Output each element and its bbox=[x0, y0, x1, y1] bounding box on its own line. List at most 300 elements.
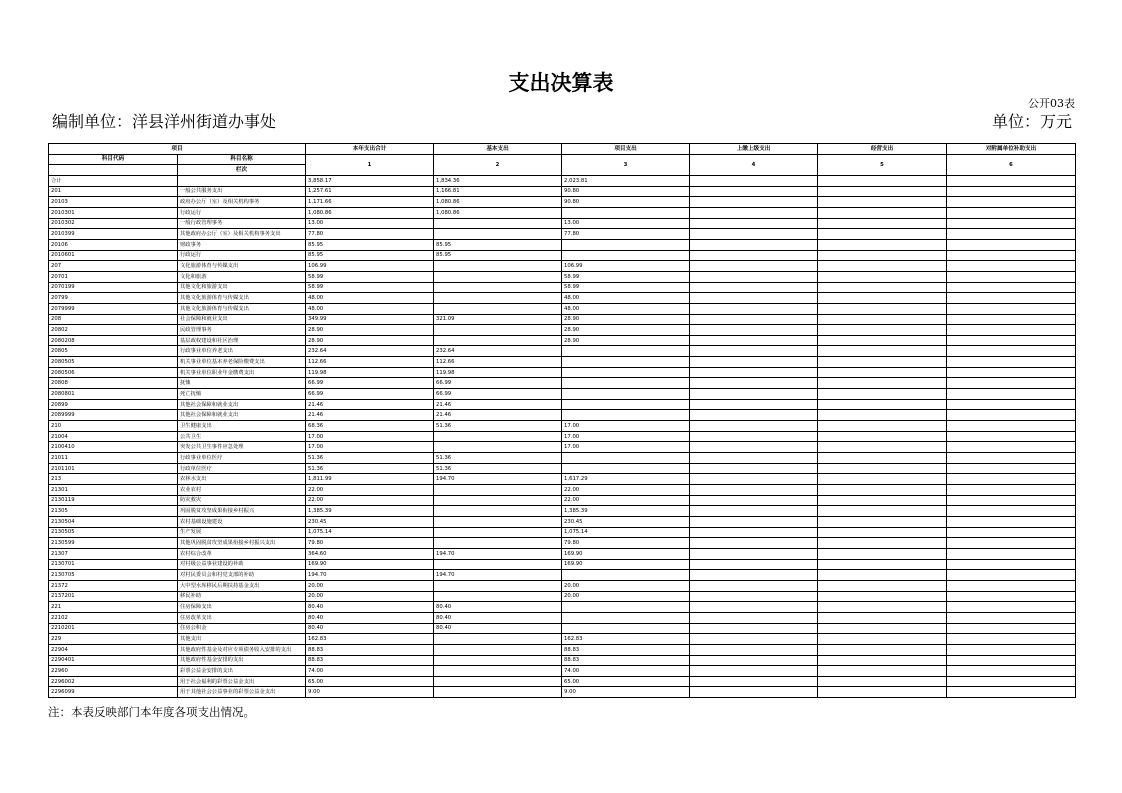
table-row bbox=[49, 239, 1076, 250]
cell-business-expenditure bbox=[818, 570, 947, 581]
cell-project-expenditure: 13.00 bbox=[562, 218, 690, 229]
cell-project-expenditure bbox=[562, 207, 690, 218]
cell-business-expenditure bbox=[818, 218, 947, 229]
cell-total-expenditure: 58.99 bbox=[306, 271, 434, 282]
table-row bbox=[49, 197, 1076, 208]
cell-subject-name: 农业农村 bbox=[178, 485, 306, 496]
cell-business-expenditure bbox=[818, 325, 947, 336]
cell-total-expenditure: 17.00 bbox=[306, 442, 434, 453]
cell-subject-code: 20802 bbox=[49, 325, 178, 336]
cell-subject-name: 其他政府性基金及对应专项债务收入安排的支出 bbox=[178, 644, 306, 655]
cell-project-expenditure: 1,617.29 bbox=[562, 474, 690, 485]
cell-subject-name: 突发公共卫生事件应急处理 bbox=[178, 442, 306, 453]
cell-basic-expenditure: 112.66 bbox=[434, 357, 562, 368]
cell-basic-expenditure bbox=[434, 516, 562, 527]
cell-subsidy-expenditure bbox=[947, 271, 1076, 282]
cell-subject-name: 抚恤 bbox=[178, 378, 306, 389]
cell-subsidy-expenditure bbox=[947, 591, 1076, 602]
cell-subject-code: 2080505 bbox=[49, 357, 178, 368]
cell-subsidy-expenditure bbox=[947, 335, 1076, 346]
cell-total-expenditure: 20.00 bbox=[306, 591, 434, 602]
cell-remit-expenditure bbox=[690, 676, 818, 687]
cell-remit-expenditure bbox=[690, 580, 818, 591]
cell-subject-name: 用于其他社会公益事业的彩票公益金支出 bbox=[178, 687, 306, 698]
cell-subsidy-expenditure bbox=[947, 175, 1076, 186]
table-row bbox=[49, 346, 1076, 357]
table-row bbox=[49, 612, 1076, 623]
cell-remit-expenditure bbox=[690, 250, 818, 261]
cell-subject-code: 2296002 bbox=[49, 676, 178, 687]
cell-remit-expenditure bbox=[690, 612, 818, 623]
cell-project-expenditure: 74.00 bbox=[562, 666, 690, 677]
header-row-titles bbox=[49, 144, 1076, 155]
cell-basic-expenditure bbox=[434, 559, 562, 570]
table-body bbox=[49, 175, 1076, 697]
cell-basic-expenditure bbox=[434, 655, 562, 666]
cell-subject-code: 229 bbox=[49, 634, 178, 645]
cell-remit-expenditure bbox=[690, 644, 818, 655]
cell-basic-expenditure: 1,834.36 bbox=[434, 175, 562, 186]
cell-total-expenditure: 85.95 bbox=[306, 239, 434, 250]
cell-subject-name: 文化旅游体育与传媒支出 bbox=[178, 261, 306, 272]
cell-business-expenditure bbox=[818, 495, 947, 506]
cell-subsidy-expenditure bbox=[947, 410, 1076, 421]
cell-business-expenditure bbox=[818, 623, 947, 634]
cell-remit-expenditure bbox=[690, 516, 818, 527]
cell-project-expenditure: 162.83 bbox=[562, 634, 690, 645]
header-item: 项目 bbox=[49, 144, 306, 155]
table-row bbox=[49, 666, 1076, 677]
cell-remit-expenditure bbox=[690, 538, 818, 549]
cell-basic-expenditure bbox=[434, 538, 562, 549]
cell-project-expenditure: 48.00 bbox=[562, 303, 690, 314]
cell-subject-code: 2101101 bbox=[49, 463, 178, 474]
cell-subject-code: 20799 bbox=[49, 293, 178, 304]
cell-remit-expenditure bbox=[690, 655, 818, 666]
cell-subsidy-expenditure bbox=[947, 548, 1076, 559]
cell-total-expenditure: 1,385.39 bbox=[306, 506, 434, 517]
cell-subject-name: 行政事业单位医疗 bbox=[178, 453, 306, 464]
cell-project-expenditure: 230.45 bbox=[562, 516, 690, 527]
cell-total-expenditure: 80.40 bbox=[306, 612, 434, 623]
cell-subject-name: 彩票公益金安排的支出 bbox=[178, 666, 306, 677]
cell-subject-code: 20805 bbox=[49, 346, 178, 357]
cell-total-expenditure: 77.80 bbox=[306, 229, 434, 240]
cell-subject-name: 卫生健康支出 bbox=[178, 421, 306, 432]
cell-subject-code: 21301 bbox=[49, 485, 178, 496]
cell-subject-name bbox=[178, 175, 306, 186]
cell-subject-code: 2290401 bbox=[49, 655, 178, 666]
cell-subsidy-expenditure bbox=[947, 655, 1076, 666]
cell-subject-code: 2010301 bbox=[49, 207, 178, 218]
cell-total-expenditure: 51.36 bbox=[306, 453, 434, 464]
cell-subject-name: 死亡抚恤 bbox=[178, 389, 306, 400]
cell-subject-code: 21372 bbox=[49, 580, 178, 591]
cell-subject-code: 2080208 bbox=[49, 335, 178, 346]
cell-project-expenditure: 58.99 bbox=[562, 282, 690, 293]
table-row bbox=[49, 644, 1076, 655]
cell-business-expenditure bbox=[818, 367, 947, 378]
cell-total-expenditure: 21.46 bbox=[306, 410, 434, 421]
table-row bbox=[49, 207, 1076, 218]
cell-total-expenditure: 28.90 bbox=[306, 335, 434, 346]
cell-remit-expenditure bbox=[690, 548, 818, 559]
cell-subject-code: 21305 bbox=[49, 506, 178, 517]
cell-total-expenditure: 1,075.14 bbox=[306, 527, 434, 538]
cell-subsidy-expenditure bbox=[947, 474, 1076, 485]
cell-business-expenditure bbox=[818, 666, 947, 677]
cell-project-expenditure: 1,075.14 bbox=[562, 527, 690, 538]
cell-business-expenditure bbox=[818, 644, 947, 655]
table-row bbox=[49, 570, 1076, 581]
cell-remit-expenditure bbox=[690, 314, 818, 325]
cell-subject-code: 20103 bbox=[49, 197, 178, 208]
cell-total-expenditure: 112.66 bbox=[306, 357, 434, 368]
form-number: 公开03表 bbox=[1028, 97, 1075, 110]
table-row bbox=[49, 485, 1076, 496]
cell-remit-expenditure bbox=[690, 570, 818, 581]
table-row bbox=[49, 282, 1076, 293]
cell-business-expenditure bbox=[818, 175, 947, 186]
cell-project-expenditure: 88.83 bbox=[562, 655, 690, 666]
cell-basic-expenditure bbox=[434, 644, 562, 655]
cell-business-expenditure bbox=[818, 442, 947, 453]
cell-subject-name: 对村级公益事业建设的补助 bbox=[178, 559, 306, 570]
cell-remit-expenditure bbox=[690, 218, 818, 229]
cell-subject-name: 财政事务 bbox=[178, 239, 306, 250]
cell-basic-expenditure: 194.70 bbox=[434, 570, 562, 581]
cell-subject-name: 大中型水库移民后期扶持基金支出 bbox=[178, 580, 306, 591]
cell-subject-name: 农村基础设施建设 bbox=[178, 516, 306, 527]
cell-remit-expenditure bbox=[690, 367, 818, 378]
cell-subsidy-expenditure bbox=[947, 431, 1076, 442]
cell-subsidy-expenditure bbox=[947, 666, 1076, 677]
cell-project-expenditure: 169.90 bbox=[562, 559, 690, 570]
cell-subject-name: 其他社会保障和就业支出 bbox=[178, 410, 306, 421]
cell-subsidy-expenditure bbox=[947, 197, 1076, 208]
cell-business-expenditure bbox=[818, 602, 947, 613]
cell-subsidy-expenditure bbox=[947, 495, 1076, 506]
cell-total-expenditure: 194.70 bbox=[306, 570, 434, 581]
cell-subject-code: 207 bbox=[49, 261, 178, 272]
cell-remit-expenditure bbox=[690, 282, 818, 293]
header-subject-code: 科目代码 bbox=[49, 154, 178, 165]
header-project-expenditure: 项目支出 bbox=[562, 144, 690, 155]
table-row bbox=[49, 389, 1076, 400]
cell-business-expenditure bbox=[818, 548, 947, 559]
cell-subject-code: 2089999 bbox=[49, 410, 178, 421]
table-row bbox=[49, 293, 1076, 304]
cell-project-expenditure: 22.00 bbox=[562, 485, 690, 496]
cell-remit-expenditure bbox=[690, 463, 818, 474]
cell-business-expenditure bbox=[818, 506, 947, 517]
cell-subsidy-expenditure bbox=[947, 559, 1076, 570]
cell-subject-name: 机关事业单位职业年金缴费支出 bbox=[178, 367, 306, 378]
cell-project-expenditure bbox=[562, 378, 690, 389]
cell-basic-expenditure bbox=[434, 442, 562, 453]
cell-subject-code: 2070199 bbox=[49, 282, 178, 293]
cell-business-expenditure bbox=[818, 655, 947, 666]
table-row bbox=[49, 634, 1076, 645]
cell-basic-expenditure: 21.46 bbox=[434, 410, 562, 421]
cell-business-expenditure bbox=[818, 410, 947, 421]
cell-business-expenditure bbox=[818, 687, 947, 698]
header-column-index-label: 栏次 bbox=[178, 165, 306, 176]
cell-total-expenditure: 1,257.61 bbox=[306, 186, 434, 197]
cell-remit-expenditure bbox=[690, 335, 818, 346]
table-row bbox=[49, 559, 1076, 570]
cell-total-expenditure: 88.83 bbox=[306, 644, 434, 655]
column-number-1: 1 bbox=[306, 154, 434, 175]
cell-remit-expenditure bbox=[690, 453, 818, 464]
cell-project-expenditure: 28.90 bbox=[562, 335, 690, 346]
cell-subsidy-expenditure bbox=[947, 357, 1076, 368]
expenditure-table bbox=[48, 143, 1076, 698]
cell-subject-name: 防灾救灾 bbox=[178, 495, 306, 506]
table-row bbox=[49, 431, 1076, 442]
cell-business-expenditure bbox=[818, 634, 947, 645]
cell-subsidy-expenditure bbox=[947, 442, 1076, 453]
table-row bbox=[49, 399, 1076, 410]
cell-business-expenditure bbox=[818, 431, 947, 442]
cell-subject-name: 住房公积金 bbox=[178, 623, 306, 634]
cell-remit-expenditure bbox=[690, 527, 818, 538]
header-basic-expenditure: 基本支出 bbox=[434, 144, 562, 155]
cell-subject-code: 20106 bbox=[49, 239, 178, 250]
cell-basic-expenditure bbox=[434, 431, 562, 442]
cell-subsidy-expenditure bbox=[947, 421, 1076, 432]
cell-basic-expenditure bbox=[434, 676, 562, 687]
cell-subject-name: 其他文化旅游体育与传媒支出 bbox=[178, 303, 306, 314]
cell-subject-code: 2130599 bbox=[49, 538, 178, 549]
cell-project-expenditure: 58.99 bbox=[562, 271, 690, 282]
cell-subsidy-expenditure bbox=[947, 453, 1076, 464]
cell-subsidy-expenditure bbox=[947, 325, 1076, 336]
cell-business-expenditure bbox=[818, 463, 947, 474]
cell-subject-name: 农村综合改革 bbox=[178, 548, 306, 559]
cell-project-expenditure bbox=[562, 239, 690, 250]
cell-subsidy-expenditure bbox=[947, 612, 1076, 623]
table-row bbox=[49, 229, 1076, 240]
cell-subsidy-expenditure bbox=[947, 261, 1076, 272]
cell-business-expenditure bbox=[818, 527, 947, 538]
cell-subject-name: 其他巩固脱贫攻坚成果衔接乡村振兴支出 bbox=[178, 538, 306, 549]
table-row bbox=[49, 580, 1076, 591]
cell-subsidy-expenditure bbox=[947, 516, 1076, 527]
cell-business-expenditure bbox=[818, 293, 947, 304]
page-title: 支出决算表 bbox=[508, 70, 614, 95]
cell-remit-expenditure bbox=[690, 634, 818, 645]
cell-subject-code: 2130701 bbox=[49, 559, 178, 570]
cell-subject-code: 2130504 bbox=[49, 516, 178, 527]
cell-subject-name: 一般公共服务支出 bbox=[178, 186, 306, 197]
cell-subject-name: 基层政权建设和社区治理 bbox=[178, 335, 306, 346]
cell-subject-code: 2210201 bbox=[49, 623, 178, 634]
cell-business-expenditure bbox=[818, 399, 947, 410]
cell-subject-code: 2130505 bbox=[49, 527, 178, 538]
cell-subsidy-expenditure bbox=[947, 538, 1076, 549]
cell-remit-expenditure bbox=[690, 346, 818, 357]
cell-total-expenditure: 79.80 bbox=[306, 538, 434, 549]
cell-subject-name: 其他文化和旅游支出 bbox=[178, 282, 306, 293]
cell-project-expenditure: 20.00 bbox=[562, 580, 690, 591]
cell-subject-name: 行政事业单位养老支出 bbox=[178, 346, 306, 357]
cell-subsidy-expenditure bbox=[947, 602, 1076, 613]
table-row bbox=[49, 687, 1076, 698]
column-number-4: 4 bbox=[690, 154, 818, 175]
cell-project-expenditure: 106.99 bbox=[562, 261, 690, 272]
cell-business-expenditure bbox=[818, 559, 947, 570]
table-header bbox=[49, 144, 1076, 176]
cell-subsidy-expenditure bbox=[947, 485, 1076, 496]
cell-subject-name: 生产发展 bbox=[178, 527, 306, 538]
cell-total-expenditure: 349.99 bbox=[306, 314, 434, 325]
cell-business-expenditure bbox=[818, 229, 947, 240]
cell-subsidy-expenditure bbox=[947, 218, 1076, 229]
cell-total-expenditure: 74.00 bbox=[306, 666, 434, 677]
cell-project-expenditure: 22.00 bbox=[562, 495, 690, 506]
cell-basic-expenditure: 51.36 bbox=[434, 453, 562, 464]
cell-subject-name: 农林水支出 bbox=[178, 474, 306, 485]
table-row bbox=[49, 335, 1076, 346]
cell-business-expenditure bbox=[818, 538, 947, 549]
cell-business-expenditure bbox=[818, 282, 947, 293]
cell-basic-expenditure bbox=[434, 580, 562, 591]
cell-project-expenditure: 79.80 bbox=[562, 538, 690, 549]
cell-total-expenditure: 1,080.86 bbox=[306, 207, 434, 218]
cell-subject-name: 其他政府性基金安排的支出 bbox=[178, 655, 306, 666]
cell-subject-code: 2296099 bbox=[49, 687, 178, 698]
cell-basic-expenditure: 80.40 bbox=[434, 623, 562, 634]
cell-remit-expenditure bbox=[690, 399, 818, 410]
cell-business-expenditure bbox=[818, 676, 947, 687]
cell-project-expenditure bbox=[562, 612, 690, 623]
cell-business-expenditure bbox=[818, 453, 947, 464]
cell-project-expenditure: 77.80 bbox=[562, 229, 690, 240]
cell-project-expenditure: 2,023.81 bbox=[562, 175, 690, 186]
cell-subject-code: 2100410 bbox=[49, 442, 178, 453]
cell-project-expenditure bbox=[562, 453, 690, 464]
cell-remit-expenditure bbox=[690, 687, 818, 698]
cell-subject-code: 2080801 bbox=[49, 389, 178, 400]
cell-project-expenditure: 28.90 bbox=[562, 314, 690, 325]
cell-basic-expenditure bbox=[434, 634, 562, 645]
cell-basic-expenditure bbox=[434, 303, 562, 314]
compiling-unit: 编制单位：洋县洋州街道办事处 bbox=[52, 112, 277, 131]
cell-project-expenditure: 17.00 bbox=[562, 442, 690, 453]
cell-business-expenditure bbox=[818, 207, 947, 218]
cell-subsidy-expenditure bbox=[947, 389, 1076, 400]
cell-basic-expenditure: 1,166.81 bbox=[434, 186, 562, 197]
cell-basic-expenditure: 119.98 bbox=[434, 367, 562, 378]
cell-remit-expenditure bbox=[690, 293, 818, 304]
cell-subject-name: 公共卫生 bbox=[178, 431, 306, 442]
cell-remit-expenditure bbox=[690, 207, 818, 218]
cell-project-expenditure bbox=[562, 602, 690, 613]
cell-business-expenditure bbox=[818, 485, 947, 496]
cell-subject-name: 行政运行 bbox=[178, 250, 306, 261]
cell-subsidy-expenditure bbox=[947, 207, 1076, 218]
table-row bbox=[49, 463, 1076, 474]
cell-subject-code: 20701 bbox=[49, 271, 178, 282]
cell-subject-code: 210 bbox=[49, 421, 178, 432]
cell-business-expenditure bbox=[818, 314, 947, 325]
cell-total-expenditure: 66.99 bbox=[306, 378, 434, 389]
cell-business-expenditure bbox=[818, 389, 947, 400]
cell-project-expenditure bbox=[562, 410, 690, 421]
cell-total-expenditure: 48.00 bbox=[306, 303, 434, 314]
cell-basic-expenditure: 80.40 bbox=[434, 602, 562, 613]
cell-total-expenditure: 106.99 bbox=[306, 261, 434, 272]
cell-subject-code: 21307 bbox=[49, 548, 178, 559]
cell-business-expenditure bbox=[818, 261, 947, 272]
cell-total-expenditure: 169.90 bbox=[306, 559, 434, 570]
table-row bbox=[49, 495, 1076, 506]
cell-basic-expenditure: 194.70 bbox=[434, 548, 562, 559]
cell-basic-expenditure bbox=[434, 282, 562, 293]
cell-basic-expenditure: 1,080.86 bbox=[434, 207, 562, 218]
cell-subsidy-expenditure bbox=[947, 239, 1076, 250]
cell-total-expenditure: 21.46 bbox=[306, 399, 434, 410]
cell-project-expenditure: 90.80 bbox=[562, 186, 690, 197]
header-total-expenditure: 本年支出合计 bbox=[306, 144, 434, 155]
cell-subject-name: 其他文化旅游体育与传媒支出 bbox=[178, 293, 306, 304]
column-number-2: 2 bbox=[434, 154, 562, 175]
cell-subject-name: 行政单位医疗 bbox=[178, 463, 306, 474]
table-row bbox=[49, 676, 1076, 687]
cell-project-expenditure bbox=[562, 623, 690, 634]
cell-project-expenditure bbox=[562, 389, 690, 400]
table-row bbox=[49, 271, 1076, 282]
table-row bbox=[49, 367, 1076, 378]
cell-basic-expenditure: 194.70 bbox=[434, 474, 562, 485]
column-number-3: 3 bbox=[562, 154, 690, 175]
cell-subject-code: 22904 bbox=[49, 644, 178, 655]
cell-business-expenditure bbox=[818, 346, 947, 357]
cell-subsidy-expenditure bbox=[947, 570, 1076, 581]
cell-basic-expenditure bbox=[434, 495, 562, 506]
cell-basic-expenditure: 21.46 bbox=[434, 399, 562, 410]
cell-basic-expenditure bbox=[434, 591, 562, 602]
cell-basic-expenditure: 321.09 bbox=[434, 314, 562, 325]
cell-subject-code: 2080506 bbox=[49, 367, 178, 378]
cell-subject-name: 住房改革支出 bbox=[178, 612, 306, 623]
cell-basic-expenditure: 51.36 bbox=[434, 463, 562, 474]
cell-total-expenditure: 66.99 bbox=[306, 389, 434, 400]
currency-unit: 单位：万元 bbox=[991, 112, 1072, 131]
cell-business-expenditure bbox=[818, 239, 947, 250]
cell-subject-code: 22960 bbox=[49, 666, 178, 677]
cell-project-expenditure bbox=[562, 367, 690, 378]
cell-remit-expenditure bbox=[690, 175, 818, 186]
cell-project-expenditure: 1,385.39 bbox=[562, 506, 690, 517]
header-remit-expenditure: 上缴上级支出 bbox=[690, 144, 818, 155]
cell-subject-name: 行政运行 bbox=[178, 207, 306, 218]
cell-basic-expenditure: 66.99 bbox=[434, 389, 562, 400]
cell-subsidy-expenditure bbox=[947, 676, 1076, 687]
cell-basic-expenditure: 51.36 bbox=[434, 421, 562, 432]
header-row-subjects bbox=[49, 154, 1076, 165]
cell-subsidy-expenditure bbox=[947, 687, 1076, 698]
table-row bbox=[49, 421, 1076, 432]
cell-business-expenditure bbox=[818, 250, 947, 261]
cell-basic-expenditure: 1,080.86 bbox=[434, 197, 562, 208]
cell-subsidy-expenditure bbox=[947, 580, 1076, 591]
cell-remit-expenditure bbox=[690, 271, 818, 282]
table-row bbox=[49, 538, 1076, 549]
cell-basic-expenditure: 80.40 bbox=[434, 612, 562, 623]
cell-basic-expenditure bbox=[434, 506, 562, 517]
